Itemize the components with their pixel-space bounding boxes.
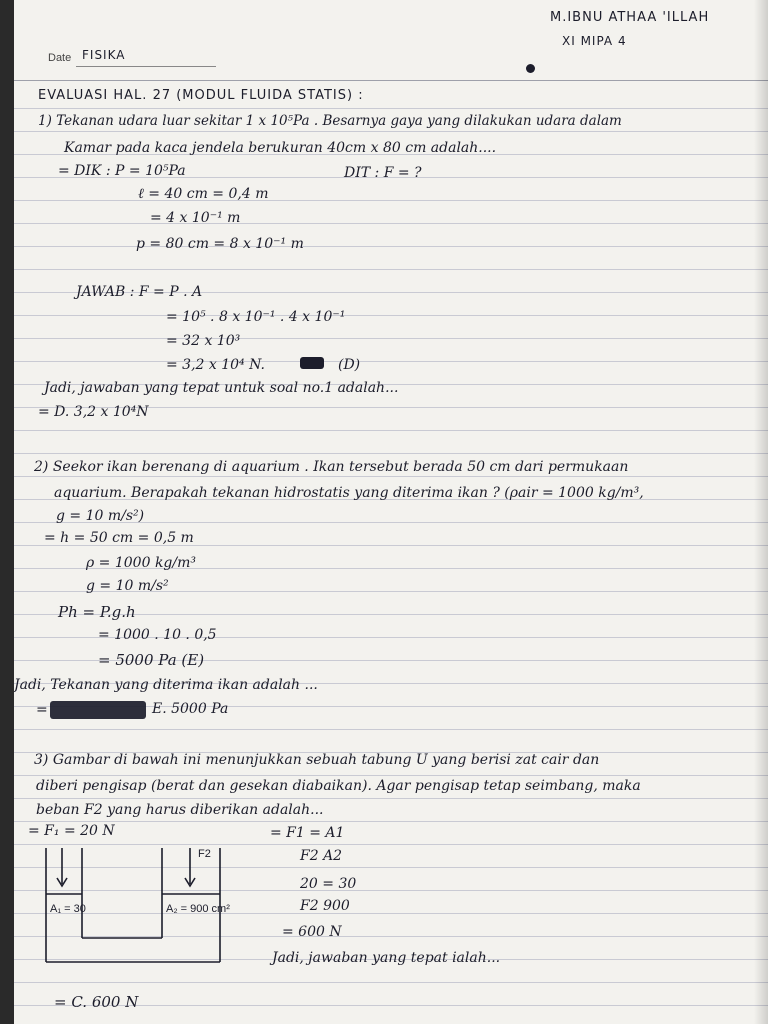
q2-h: = h = 50 cm = 0,5 m [44,530,194,546]
q1-step3: = 3,2 x 10⁴ N. [166,357,265,373]
student-name: M.IBNU ATHAA 'ILLAH [550,10,710,25]
q3-ratio1-bottom: F2 A2 [300,848,343,864]
date-label: Date [48,52,72,64]
q2-rho: ρ = 1000 kg/m³ [86,555,196,571]
q3-line3: beban F2 yang harus diberikan adalah... [36,802,324,818]
notebook-page [14,0,768,1024]
q1-line1: 1) Tekanan udara luar sekitar 1 x 10⁵Pa . Besarnya gaya yang dilakukan udara dalam [38,113,622,129]
q2-conclusion: Jadi, Tekanan yang diterima ikan adalah ... [14,677,318,693]
q1-step1: = 10⁵ . 8 x 10⁻¹ . 4 x 10⁻¹ [166,309,346,325]
q3-answer: = C. 600 N [54,993,139,1011]
scribble [300,357,324,369]
q1-conclusion: Jadi, jawaban yang tepat untuk soal no.1 adalah... [44,380,399,396]
q2-g: g = 10 m/s² [86,578,169,594]
q2-calc2: = 5000 Pa (E) [98,651,205,669]
date-line [76,66,216,67]
page-edge-shadow [754,0,768,1024]
q3-ratio2: 20 = 30 [300,876,357,892]
q1-jawab: JAWAB : F = P . A [76,284,203,300]
q1-dit: DIT : F = ? [344,165,422,181]
q3-ratio1: = F1 = A1 [270,825,345,841]
a1-label: A₁ = 30 [50,903,86,915]
q1-step2: = 32 x 10³ [166,333,241,349]
header-double-rule [14,80,768,81]
q1-step3-option: (D) [338,357,361,373]
u-tube-diagram [42,840,242,970]
scribble [50,701,146,719]
student-class: XI MIPA 4 [562,34,627,48]
q1-dik: = DIK : P = 10⁵Pa [58,163,186,179]
q3-line2: diberi pengisap (berat dan gesekan diabaikan). Agar pengisap tetap seimbang, maka [36,778,641,794]
a2-label: A₂ = 900 cm² [166,903,230,915]
page-title: EVALUASI HAL. 27 (MODUL FLUIDA STATIS) : [38,88,364,103]
q3-result: = 600 N [282,924,342,940]
q3-line1: 3) Gambar di bawah ini menunjukkan sebuah tabung U yang berisi zat cair dan [34,752,600,768]
q1-p1: p = 80 cm = 8 x 10⁻¹ m [136,236,304,252]
q1-line2: Kamar pada kaca jendela berukuran 40cm x 80 cm adalah.... [64,140,497,156]
q1-l1: ℓ = 40 cm = 0,4 m [138,186,269,202]
q2-line2: aquarium. Berapakah tekanan hidrostatis yang diterima ikan ? (ρair = 1000 kg/m³, [54,485,644,501]
q2-calc1: = 1000 . 10 . 0,5 [98,627,217,643]
f2-label: F2 [198,848,211,860]
subject-text: FISIKA [82,48,126,62]
q2-answer: E. 5000 Pa [152,701,229,717]
q1-l2: = 4 x 10⁻¹ m [150,210,241,226]
q3-f1: = F₁ = 20 N [28,823,115,839]
q3-conclusion: Jadi, jawaban yang tepat ialah... [272,950,501,966]
q2-eq-sign: = [36,702,48,718]
q2-ph: Ph = P.g.h [58,603,136,621]
q1-answer: = D. 3,2 x 10⁴N [38,404,149,420]
ink-dot [526,64,535,73]
q2-line1: 2) Seekor ikan berenang di aquarium . Ikan tersebut berada 50 cm dari permukaan [34,459,629,475]
q3-ratio2-bottom: F2 900 [300,898,350,914]
q2-line3: g = 10 m/s²) [56,508,145,524]
